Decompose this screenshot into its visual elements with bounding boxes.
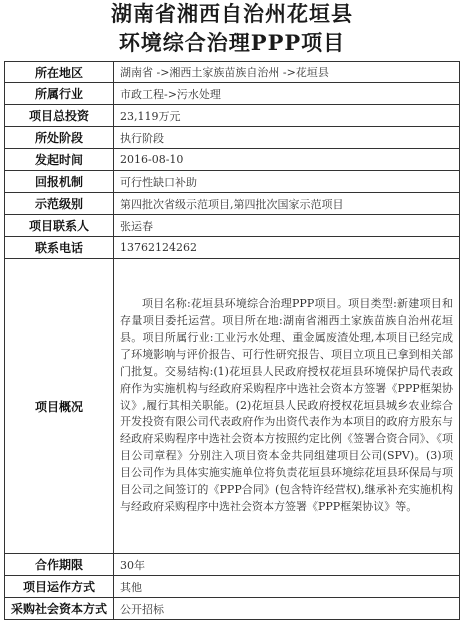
row-label: 发起时间: [5, 149, 114, 171]
row-start-date: [5, 149, 460, 171]
row-label: 回报机制: [5, 171, 114, 193]
row-label: 项目概况: [5, 259, 114, 554]
row-label: 项目总投资: [5, 105, 114, 127]
row-label: 采购社会资本方式: [5, 598, 114, 620]
row-procurement-method: [5, 598, 460, 620]
row-value: 张运春: [114, 215, 460, 237]
row-value: 其他: [114, 576, 460, 598]
row-label: 项目联系人: [5, 215, 114, 237]
row-return-mechanism: [5, 171, 460, 193]
row-label: 联系电话: [5, 237, 114, 259]
row-value: 30年: [114, 554, 460, 576]
row-operation-mode: [5, 576, 460, 598]
row-value: 公开招标: [114, 598, 460, 620]
row-demo-level: [5, 193, 460, 215]
row-value: 23,119万元: [114, 105, 460, 127]
row-value: 市政工程->污水处理: [114, 83, 460, 105]
row-label: 所属行业: [5, 83, 114, 105]
row-label: 合作期限: [5, 554, 114, 576]
row-label: 所处阶段: [5, 127, 114, 149]
row-contact-phone: [5, 237, 460, 259]
title-line-2: 环境综合治理PPP项目: [118, 30, 346, 55]
row-cooperation-period: [5, 554, 460, 576]
row-label: 项目运作方式: [5, 576, 114, 598]
row-industry: [5, 83, 460, 105]
project-info-table: [4, 61, 460, 620]
title-line-1: 湖南省湘西自治州花垣县: [111, 1, 353, 26]
row-investment: [5, 105, 460, 127]
row-contact-person: [5, 215, 460, 237]
row-value: 13762124262: [114, 237, 460, 259]
row-label: 示范级别: [5, 193, 114, 215]
document-title: [0, 0, 464, 61]
row-value: 可行性缺口补助: [114, 171, 460, 193]
row-overview: [5, 259, 460, 554]
row-region: [5, 62, 460, 83]
row-value: 湖南省 ->湘西土家族苗族自治州 ->花垣县: [114, 62, 460, 83]
row-value: 执行阶段: [114, 127, 460, 149]
row-value: 第四批次省级示范项目,第四批次国家示范项目: [114, 193, 460, 215]
row-stage: [5, 127, 460, 149]
overview-text: 项目名称:花垣县环境综合治理PPP项目。项目类型:新建项目和存量项目委托运营。项目所在地:湖南省湘西土家族苗族自治州花垣县。项目所属行业:工业污水处理、重金属废渣处理,本项目已经完成了环境影响与评价报告、可行性研究报告、项目立项且已拿到相关部门批复。交易结构:(1)花垣县人民政府授权花垣县环境保护局代表政府作为实施机构与经政府采购程序中选社会资本方签署《PPP框架协议》,履行其相关职能。(2)花垣县人民政府授权花垣县城乡农业综合开发投资有限公司代表政府作为出资代表作为本项目的政府方股东与经政府采购程序中选社会资本方按照约定比例《签署合资合同》、《项目公司章程》分别注入项目资本金共同组建项目公司(SPV)。(3)项目公司作为具体实施实施单位将负责花垣县环境综花垣县环保局与项目公司之间签订的《PPP合同》(包含特许经营权),继承补充实施机构与经政府采购程序中选社会资本方签署《PPP框架协议》等。: [114, 259, 460, 554]
row-value: 2016-08-10: [114, 149, 460, 171]
row-label: 所在地区: [5, 62, 114, 83]
